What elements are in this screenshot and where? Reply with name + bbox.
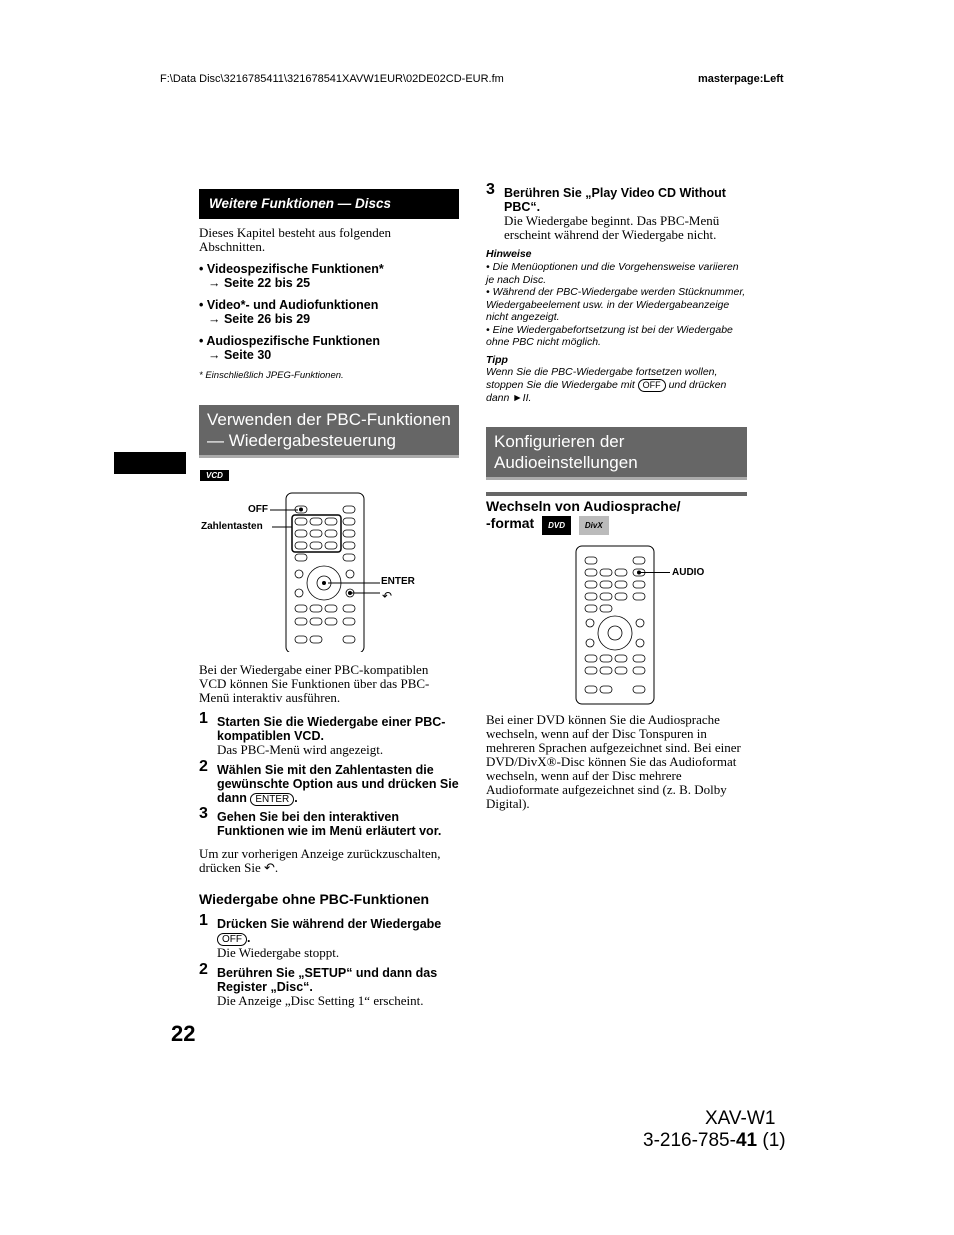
right-step-3 xyxy=(486,181,748,242)
step2-2-number: 2 xyxy=(199,961,208,978)
bullet-3-line1: • Audiospezifische Funktionen xyxy=(199,334,381,348)
tipp-title: Tipp xyxy=(486,354,508,366)
bullet-2-line1: • Video*- und Audiofunktionen xyxy=(199,298,379,312)
section-title-audio xyxy=(486,427,747,480)
step2-2 xyxy=(199,961,459,1008)
step-3-text: Gehen Sie bei den interaktiven Funktionen wie im Menü erläutert vor. xyxy=(217,810,442,838)
model-name: XAV-W1 xyxy=(705,1108,776,1129)
bullet-1-line2: → Seite 22 bis 25 xyxy=(208,276,311,290)
right-step-3-text: Berühren Sie „Play Video CD Without PBC“. xyxy=(504,186,726,214)
bullet-list xyxy=(199,262,384,362)
vcd-badge: VCD xyxy=(200,470,229,481)
label-enter: ENTER xyxy=(381,576,415,587)
pbc-title-line1: Verwenden der PBC-Funktionen xyxy=(207,410,451,429)
right-step-3-sub: Die Wiedergabe beginnt. Das PBC-Menü erscheint während der Wiedergabe nicht. xyxy=(504,213,720,242)
step-1-number: 1 xyxy=(199,710,208,727)
model-code xyxy=(643,1130,786,1152)
step-2-after: . xyxy=(294,791,298,805)
hinweise-list xyxy=(486,261,748,349)
bullet-2-line2: → Seite 26 bis 29 xyxy=(208,312,311,326)
step-2 xyxy=(199,758,459,806)
step-3-number: 3 xyxy=(199,805,208,822)
code-bold: 41 xyxy=(735,1130,758,1151)
chapter-tab-marker xyxy=(114,452,186,474)
step2-2-text: Berühren Sie „SETUP“ und dann das Register „Disc“. xyxy=(217,966,438,994)
footnote: * Einschließlich JPEG-Funktionen. xyxy=(199,370,344,381)
remote-control-diagram-1 xyxy=(200,490,420,652)
dvd-badge: DVD xyxy=(542,516,571,535)
label-zahlentasten: Zahlentasten xyxy=(201,521,263,532)
step2-2-sub: Die Anzeige „Disc Setting 1“ erscheint. xyxy=(217,993,424,1008)
subsection-rule xyxy=(486,492,747,496)
bullet-3-line2: → Seite 30 xyxy=(208,348,272,362)
hinweise-title: Hinweise xyxy=(486,248,532,260)
section-title-pbc xyxy=(199,405,459,458)
code-pre: 3-216-785- xyxy=(643,1130,736,1151)
step2-1 xyxy=(199,912,459,960)
sub-title-line2: -format xyxy=(486,515,535,531)
sub-title-line1: Wechseln von Audiosprache/ xyxy=(486,498,681,514)
step2-1-text: Drücken Sie während der Wiedergabe xyxy=(217,917,442,931)
tipp-off-key: OFF xyxy=(638,379,666,392)
off-key: OFF xyxy=(217,933,247,946)
label-off: OFF xyxy=(248,504,268,515)
tipp-text-1: Wenn Sie die PBC-Wiedergabe fortsetzen wollen, stoppen Sie die Wiedergabe mit xyxy=(486,366,718,391)
bullet-1-line1: • Videospezifische Funktionen* xyxy=(199,262,384,276)
enter-key: ENTER xyxy=(250,793,294,806)
intro-text: Dieses Kapitel besteht aus folgenden Abschnitten. xyxy=(199,225,392,254)
hinweis-1: • Die Menüoptionen und die Vorgehensweise variieren je nach Disc. xyxy=(486,261,739,286)
step2-1-sub: Die Wiedergabe stoppt. xyxy=(217,945,340,960)
pbc-intro: Bei der Wiedergabe einer PBC-kompatiblen VCD können Sie Funktionen über das PBC-Menü interaktiv ausführen. xyxy=(199,662,430,705)
section-title-discs: Weitere Funktionen — Discs xyxy=(199,189,459,219)
hinweis-2: • Während der PBC-Wiedergabe werden Stücknummer, Wiedergabeelement usw. in der Wiedergabeanzeige nicht angezeigt. xyxy=(486,286,746,323)
code-post: (1) xyxy=(757,1130,786,1151)
step-1-text: Starten Sie die Wiedergabe einer PBC-kompatiblen VCD. xyxy=(217,715,446,743)
return-icon: ↶ xyxy=(382,589,393,603)
step-3 xyxy=(199,805,459,838)
audio-text: Bei einer DVD können Sie die Audiosprache wechseln, wenn auf der Disc Tonspuren in mehreren Sprachen aufgezeichnet sind. Bei einer DVD/DivX®-Disc können Sie das Audioformat wechseln, wenn auf der Disc mehrere Audioformate aufgezeichnet sind (z. B. Dolby Digital). xyxy=(486,712,741,811)
step-1 xyxy=(199,710,459,757)
right-step-3-number: 3 xyxy=(486,181,495,198)
page-number: 22 xyxy=(171,1021,196,1046)
tipp-text xyxy=(486,366,748,404)
audio-title-line1: Konfigurieren der xyxy=(494,432,625,451)
tipp-text-2: und drücken dann ►II. xyxy=(486,378,727,404)
step2-1-number: 1 xyxy=(199,912,208,929)
divx-badge: DivX xyxy=(579,516,609,535)
file-path: F:\Data Disc\3216785411\321678541XAVW1EUR\02DE02CD-EUR.fm xyxy=(160,73,504,85)
subsection-title xyxy=(486,498,681,535)
without-pbc-title: Wiedergabe ohne PBC-Funktionen xyxy=(199,891,430,907)
step-1-sub: Das PBC-Menü wird angezeigt. xyxy=(217,742,384,757)
pbc-title-line2: — Wiedergabesteuerung xyxy=(207,431,397,450)
step-2-text: Wählen Sie mit den Zahlentasten die gewünschte Option aus und drücken Sie dann xyxy=(217,763,459,805)
return-note: Um zur vorherigen Anzeige zurückzuschalten, drücken Sie ↶. xyxy=(199,846,441,875)
label-audio: AUDIO xyxy=(672,567,705,578)
audio-title-line2: Audioeinstellungen xyxy=(494,453,638,472)
masterpage-label: masterpage:Left xyxy=(698,73,784,85)
hinweis-3: • Eine Wiedergabefortsetzung ist bei der Wiedergabe ohne PBC nicht möglich. xyxy=(486,323,733,348)
step-2-number: 2 xyxy=(199,758,208,775)
step2-1-after: . xyxy=(247,931,251,945)
